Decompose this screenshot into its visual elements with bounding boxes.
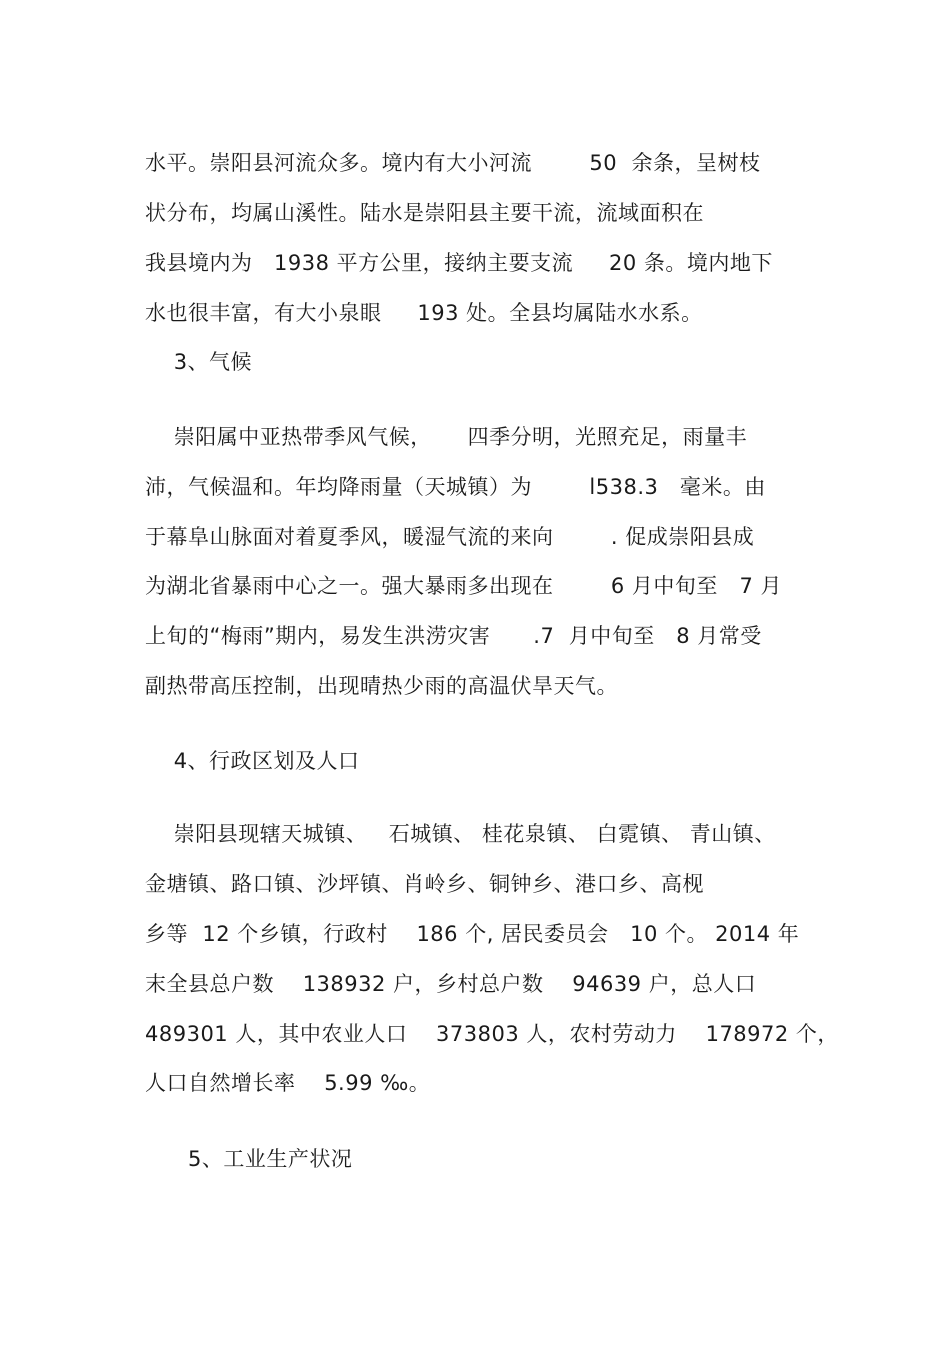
section-heading: 5、工业生产状况 [145, 1147, 353, 1171]
paragraph-line: 崇阳属中亚热带季风气候， 四季分明，光照充足，雨量丰 [145, 425, 748, 449]
paragraph-line: 水也很丰富，有大小泉眼 193 处。全县均属陆水水系。 [145, 301, 703, 325]
paragraph-line: 人口自然增长率 5.99 ‰。 [145, 1071, 431, 1095]
paragraph-line: 状分布，均属山溪性。陆水是崇阳县主要干流，流域面积在 [145, 201, 704, 225]
paragraph-line: 于幕阜山脉面对着夏季风，暖湿气流的来向 . 促成崇阳县成 [145, 525, 755, 549]
paragraph-line: 水平。崇阳县河流众多。境内有大小河流 50 余条，呈树枝 [145, 151, 761, 175]
paragraph-line: 金塘镇、路口镇、沙坪镇、肖岭乡、铜钟乡、港口乡、高枧 [145, 872, 704, 896]
paragraph-line: 我县境内为 1938 平方公里，接纳主要支流 20 条。境内地下 [145, 251, 773, 275]
section-heading: 4、行政区划及人口 [145, 749, 360, 773]
paragraph-line: 末全县总户数 138932 户，乡村总户数 94639 户，总人口 [145, 972, 757, 996]
paragraph-line: 崇阳县现辖天城镇、 石城镇、 桂花泉镇、 白霓镇、 青山镇、 [145, 822, 776, 846]
paragraph-line: 489301 人，其中农业人口 373803 人，农村劳动力 178972 个， [145, 1022, 839, 1046]
paragraph-line: 为湖北省暴雨中心之一。强大暴雨多出现在 6 月中旬至 7 月 [145, 574, 782, 598]
section-heading: 3、气候 [145, 350, 253, 374]
paragraph-line: 副热带高压控制，出现晴热少雨的高温伏旱天气。 [145, 674, 618, 698]
paragraph-line: 上旬的“梅雨”期内，易发生洪涝灾害 .7 月中旬至 8 月常受 [145, 624, 762, 648]
paragraph-line: 乡等 12 个乡镇，行政村 186 个, 居民委员会 10 个。 2014 年 [145, 922, 800, 946]
paragraph-line: 沛，气候温和。年均降雨量（天城镇）为 l538.3 毫米。由 [145, 475, 766, 499]
